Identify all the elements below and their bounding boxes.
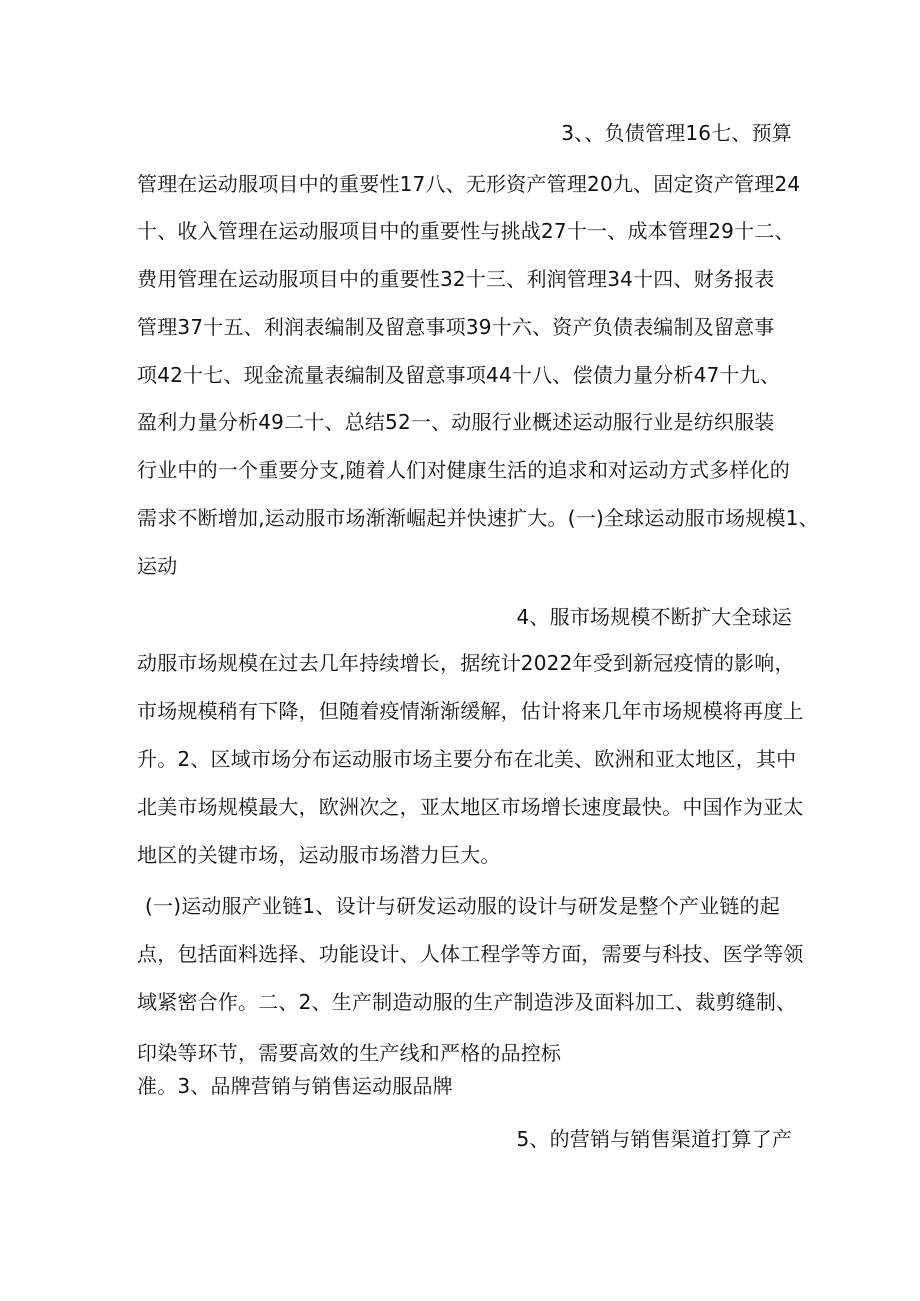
text-line-4: 费用管理在运动服项目中的重要性32十三、利润管理34十四、财务报表 [137, 267, 775, 291]
text-line-14: 升。2、区域市场分布运动服市场主要分布在北美、欧洲和亚太地区，其中 [137, 747, 797, 771]
text-line-3: 十、收入管理在运动服项目中的重要性与挑战27十一、成本管理29十二、 [137, 219, 795, 243]
text-line-13: 市场规模稍有下降，但随着疫情渐渐缓解，估计将来几年市场规模将再度上 [137, 699, 804, 723]
text-line-10: 运动 [137, 554, 178, 578]
text-line-21: 准。3、品牌营销与销售运动服品牌 [137, 1074, 453, 1098]
text-line-8: 行业中的一个重要分支,随着人们对健康生活的追求和对运动方式多样化的 [137, 458, 790, 482]
text-line-5: 管理37十五、利润表编制及留意事项39十六、资产负债表编制及留意事 [137, 315, 775, 339]
text-line-7: 盈利力量分析49二十、总结52一、动服行业概述运动服行业是纺织服装 [137, 410, 775, 434]
text-line-16: 地区的关键市场，运动服市场潜力巨大。 [137, 843, 501, 867]
text-line-17: (一)运动服产业链1、设计与研发运动服的设计与研发是整个产业链的起 [145, 894, 780, 918]
text-line-19: 域紧密合作。二、2、生产制造动服的生产制造涉及面料加工、裁剪缝制、 [137, 990, 797, 1014]
text-line-6: 项42十七、现金流量表编制及留意事项44十八、偿债力量分析47十九、 [137, 363, 781, 387]
text-line-22: 5、的营销与销售渠道打算了产 [516, 1127, 792, 1151]
text-line-18: 点，包括面料选择、功能设计、人体工程学等方面，需要与科技、医学等领 [137, 942, 804, 966]
text-line-15: 北美市场规模最大，欧洲次之，亚太地区市场增长速度最快。中国作为亚太 [137, 795, 804, 819]
text-line-9: 需求不断增加,运动服市场渐渐崛起并快速扩大。(一)全球运动服市场规模1、 [137, 506, 819, 530]
text-line-1: 3、、负债管理16七、预算 [561, 121, 792, 145]
text-line-12: 动服市场规模在过去几年持续增长，据统计2022年受到新冠疫情的影响， [137, 651, 795, 675]
text-line-2: 管理在运动服项目中的重要性17八、无形资产管理20九、固定资产管理24 [137, 172, 801, 196]
text-line-20: 印染等环节，需要高效的生产线和严格的品控标 [137, 1041, 562, 1065]
text-line-11: 4、服市场规模不断扩大全球运 [516, 605, 792, 629]
